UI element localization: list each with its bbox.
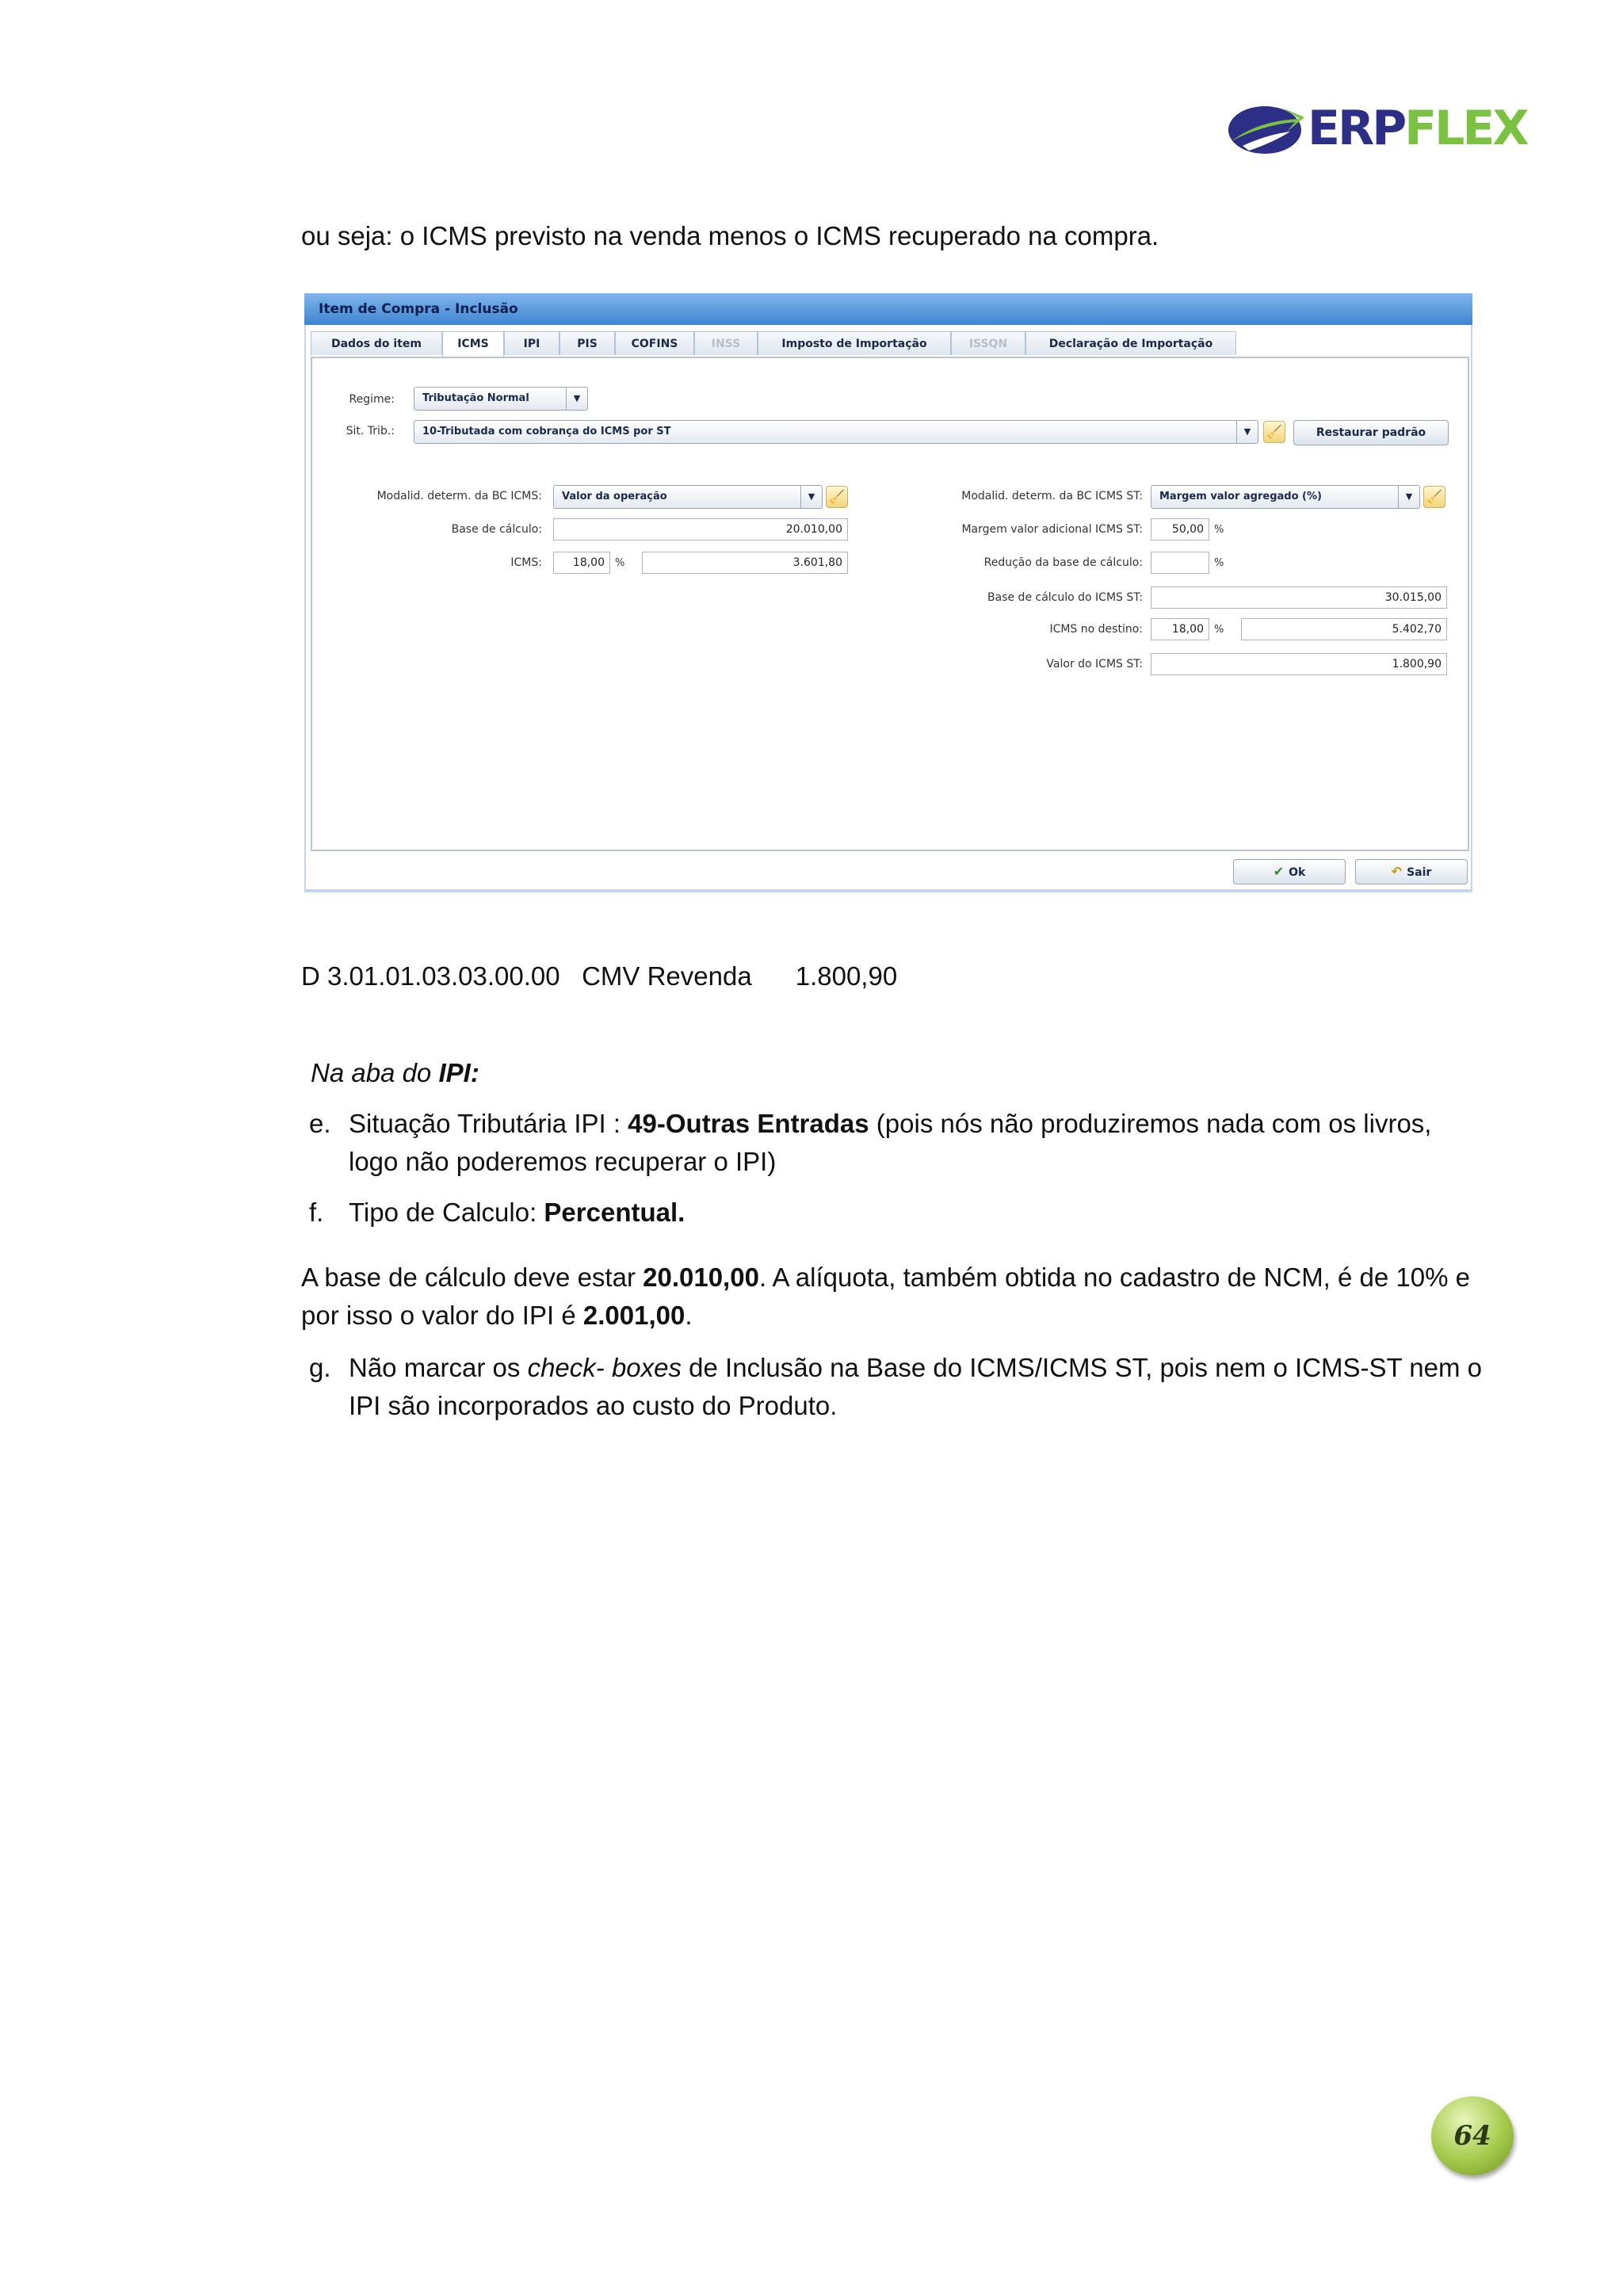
page-number: 64: [1453, 2120, 1491, 2152]
sit-trib-value: 10-Tributada com cobrança do ICMS por ST: [422, 426, 671, 437]
sit-trib-label: Sit. Trib.:: [346, 425, 395, 437]
margem-valor-label: Margem valor adicional ICMS ST:: [961, 523, 1143, 536]
list-item-g: [309, 1349, 1482, 1425]
icms-destino-label: ICMS no destino:: [1049, 623, 1143, 636]
accounting-entry: D 3.01.01.03.03.00.00 CMV Revenda 1.800,90: [301, 961, 898, 991]
ok-button[interactable]: [1233, 859, 1346, 884]
sair-button[interactable]: [1355, 859, 1468, 884]
tab-pis[interactable]: PIS: [559, 331, 615, 355]
list-item-e-text: [349, 1105, 1482, 1181]
chevron-down-icon: ▼: [566, 388, 587, 410]
list-g-prefix: Não marcar os: [349, 1353, 528, 1382]
sit-trib-select[interactable]: [414, 420, 1258, 444]
tab-dados-do-item[interactable]: Dados do item: [311, 331, 442, 355]
para-base-part1: A base de cálculo deve estar: [301, 1263, 643, 1292]
list-g-em: check- boxes: [527, 1353, 682, 1382]
para-base-bold1: 20.010,00: [643, 1263, 759, 1292]
list-item-f: [309, 1194, 1482, 1232]
icms-panel: [311, 357, 1469, 851]
heading-prefix: Na aba do: [311, 1058, 439, 1087]
valor-icms-st-label: Valor do ICMS ST:: [1046, 658, 1143, 670]
list-item-e: [309, 1105, 1482, 1181]
logo-flex: FLEX: [1404, 101, 1527, 156]
base-calculo-label: Base de cálculo:: [451, 523, 542, 536]
icms-rate-field[interactable]: 18,00: [553, 552, 610, 574]
base-calculo-st-label: Base de cálculo do ICMS ST:: [987, 591, 1143, 604]
tab-cofins[interactable]: COFINS: [615, 331, 694, 355]
list-item-f-text: [349, 1194, 1482, 1232]
icms-percent-unit: %: [615, 557, 625, 569]
chevron-down-icon: ▼: [1398, 486, 1419, 508]
margem-percent-unit: %: [1214, 524, 1224, 536]
broom-icon[interactable]: 🧹: [1423, 486, 1445, 508]
chevron-down-icon: ▼: [1236, 421, 1258, 443]
heading-strong: IPI:: [438, 1058, 479, 1087]
list-e-prefix: Situação Tributária IPI :: [349, 1109, 628, 1138]
icms-value-field[interactable]: 3.601,80: [642, 552, 848, 574]
tab-ipi[interactable]: IPI: [504, 331, 559, 355]
para-base-bold2: 2.001,00: [582, 1301, 685, 1330]
list-g-suffix: de Inclusão na Base do ICMS/ICMS ST, pois nem o ICMS-ST nem o IPI são incorporados ao custo do Produto.: [349, 1353, 1482, 1420]
sair-button-label: Sair: [1407, 866, 1432, 879]
regime-label: Regime:: [349, 393, 395, 406]
base-calculo-paragraph: [301, 1259, 1482, 1335]
modalidade-bc-icms-st-label: Modalid. determ. da BC ICMS ST:: [961, 490, 1143, 502]
list-e-suffix: (pois nós não produziremos nada com os livros, logo não poderemos recuperar o IPI): [349, 1109, 1432, 1176]
modalidade-bc-icms-label: Modalid. determ. da BC ICMS:: [376, 490, 542, 502]
margem-valor-field[interactable]: 50,00: [1151, 518, 1209, 541]
tab-inss: INSS: [694, 331, 758, 355]
tab-issqn: ISSQN: [951, 331, 1025, 355]
reducao-base-label: Redução da base de cálculo:: [983, 556, 1143, 569]
list-f-prefix: Tipo de Calculo:: [349, 1198, 544, 1227]
window-title: Item de Compra - Inclusão: [304, 293, 1472, 325]
modalidade-bc-icms-value: Valor da operação: [562, 491, 667, 502]
broom-icon[interactable]: 🧹: [1263, 421, 1285, 443]
base-calculo-st-field[interactable]: 30.015,00: [1151, 586, 1447, 609]
base-calculo-field[interactable]: 20.010,00: [553, 518, 848, 541]
ok-button-label: Ok: [1289, 866, 1306, 879]
page-number-badge: [1431, 2096, 1514, 2176]
logo-erp: ERP: [1308, 101, 1405, 156]
modalidade-bc-icms-st-value: Margem valor agregado (%): [1159, 491, 1322, 502]
regime-select[interactable]: [414, 387, 588, 411]
para-base-part3: .: [685, 1301, 693, 1330]
restaurar-padrao-button[interactable]: Restaurar padrão: [1293, 420, 1449, 445]
list-e-strong: 49-Outras Entradas: [628, 1109, 869, 1138]
list-marker-g: g.: [309, 1353, 331, 1382]
ipi-section-heading: [311, 1054, 1491, 1092]
intro-paragraph: ou seja: o ICMS previsto na venda menos o ICMS recuperado na compra.: [301, 221, 1159, 250]
list-f-strong: Percentual.: [544, 1198, 685, 1227]
para-base-part2: . A alíquota, também obtida no cadastro de NCM, é de 10% e por isso o valor do IPI é: [301, 1263, 1470, 1330]
icms-destino-value-field[interactable]: 5.402,70: [1241, 618, 1447, 640]
window-bottom-border: [304, 889, 1472, 892]
checkmark-icon: ✔: [1273, 864, 1285, 879]
exit-arrow-icon: ↶: [1391, 864, 1403, 879]
tab-imposto-de-importacao[interactable]: Imposto de Importação: [758, 331, 951, 355]
chevron-down-icon: ▼: [800, 486, 822, 508]
item-de-compra-window: [304, 293, 1472, 896]
icms-destino-percent-unit: %: [1214, 624, 1224, 636]
logo-wordmark: [1308, 97, 1527, 160]
regime-value: Tributação Normal: [422, 392, 529, 404]
reducao-percent-unit: %: [1214, 557, 1224, 569]
icms-destino-rate-field[interactable]: 18,00: [1151, 618, 1209, 640]
broom-icon[interactable]: 🧹: [826, 486, 848, 508]
tab-declaracao-de-importacao[interactable]: Declaração de Importação: [1025, 331, 1236, 355]
list-item-g-text: [349, 1349, 1482, 1425]
icms-label: ICMS:: [510, 556, 542, 569]
list-marker-e: e.: [309, 1109, 331, 1138]
modalidade-bc-icms-st-select[interactable]: [1151, 485, 1420, 509]
tab-icms[interactable]: ICMS: [442, 331, 504, 357]
modalidade-bc-icms-select[interactable]: [553, 485, 823, 509]
list-marker-f: f.: [309, 1198, 324, 1227]
valor-icms-st-field[interactable]: 1.800,90: [1151, 653, 1447, 675]
reducao-base-field[interactable]: [1151, 552, 1209, 574]
